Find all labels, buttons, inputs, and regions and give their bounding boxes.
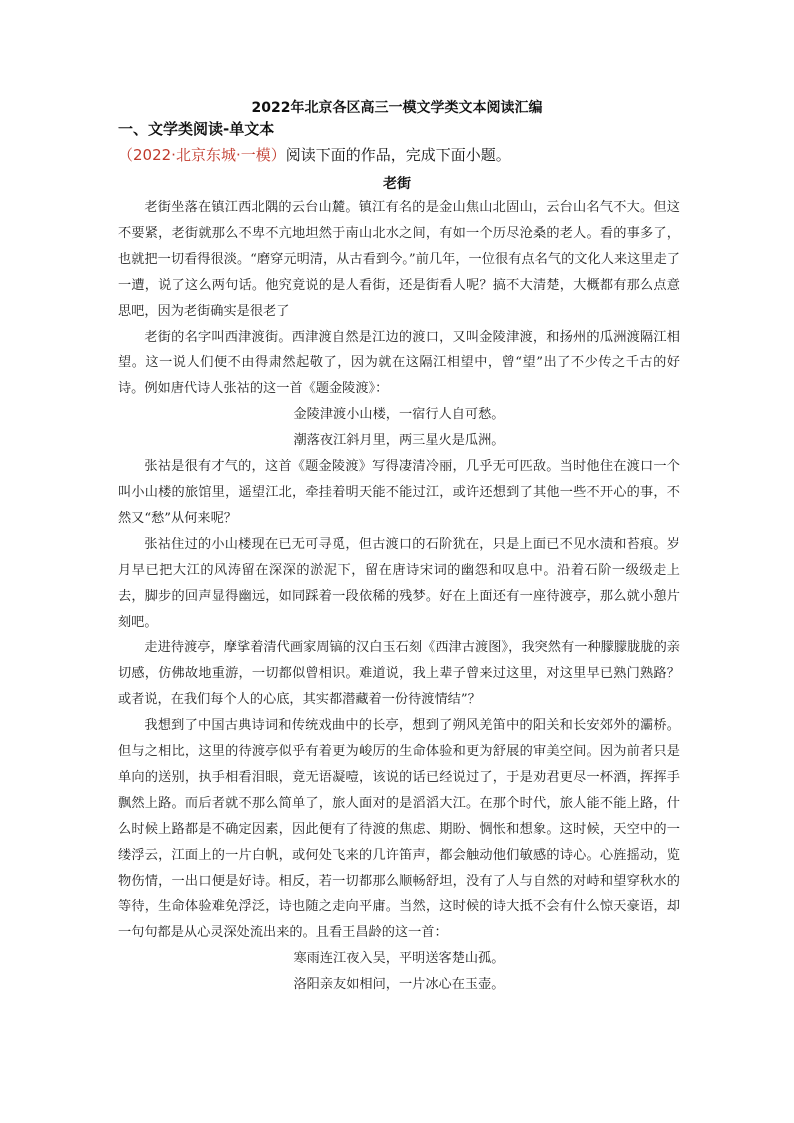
paragraph: 走进待渡亭，摩挲着清代画家周镐的汉白玉石刻《西津古渡图》，我突然有一种朦朦胧胧的亲切感，仿佛故地重游，一切都似曾相识。难道说，我上辈子曾来过这里，对这里早已熟门熟路？或者说，在我们每个人的心底，其实都潜藏着一份待渡情结”？ [118, 640, 680, 708]
poem-line: 潮落夜江斜月里，两三星火是瓜洲。 [293, 433, 505, 449]
document-title: 2022年北京各区高三一模文学类文本阅读汇编 [251, 100, 543, 116]
source-tag: （2022·北京东城·一模） [118, 146, 286, 164]
question-source-line [118, 144, 511, 165]
section-heading: 一、文学类阅读-单文本 [118, 120, 275, 138]
paragraph: 老街的名字叫西津渡街。西津渡自然是江边的渡口，又叫金陵津渡，和扬州的瓜洲渡隔江相望。这一说人们便不由得肃然起敬了，因为就在这隔江相望中，曾“望”出了不少传之千古的好诗。例如唐代诗人张祜的这一首《题金陵渡》： [118, 329, 680, 397]
paragraph: 老街坐落在镇江西北隅的云台山麓。镇江有名的是金山焦山北固山，云台山名气不大。但这不要紧，老街就那么不卑不亢地坦然于南山北水之间，有如一个历尽沧桑的老人。看的事多了，也就把一切看得很淡。“磨穿元明清，从古看到今。”前几年，一位很有点名气的文化人来这里走了一遭，说了这么两句话。他究竟说的是人看街，还是街看人呢？搞不大清楚，大概都有那么点意思吧，因为老街确实是很老了 [118, 200, 680, 319]
poem-line: 金陵津渡小山楼，一宿行人自可愁。 [293, 407, 505, 423]
article-body [118, 195, 680, 998]
paragraph: 张祜是很有才气的，这首《题金陵渡》写得凄清冷丽，几乎无可匹敌。当时他住在渡口一个叫小山楼的旅馆里，遥望江北，牵挂着明天能不能过江，或许还想到了其他一些不开心的事，不然又“愁”从何来呢？ [118, 459, 680, 526]
paragraph: 我想到了中国古典诗词和传统戏曲中的长亭，想到了朔风羌笛中的阳关和长安郊外的灞桥。但与之相比，这里的待渡亭似乎有着更为峻厉的生命体验和更为舒展的审美空间。因为前者只是单向的送别，执手相看泪眼，竟无语凝噎，该说的话已经说过了，于是劝君更尽一杯酒，挥挥手飘然上路。而后者就不那么简单了，旅人面对的是滔滔大江。在那个时代，旅人能不能上路，什么时候上路都是不确定因素，因此便有了待渡的焦虑、期盼、惆怅和想象。这时候，天空中的一缕浮云，江面上的一片白帆，或何处飞来的几许笛声，都会触动他们敏感的诗心。心旌摇动，览物伤情，一出口便是好诗。相反，若一切都那么顺畅舒坦，没有了人与自然的对峙和望穿秋水的等待，生命体验难免浮泛，诗也随之走向平庸。当然，这时候的诗大抵不会有什么惊天豪语，却一句句都是从心灵深处流出来的。且看王昌龄的这一首： [118, 718, 680, 941]
poem-line: 洛阳亲友如相问，一片冰心在玉壶。 [293, 977, 505, 993]
instruction-text: 阅读下面的作品，完成下面小题。 [285, 146, 511, 164]
article-title: 老街 [383, 176, 411, 192]
paragraph: 张祜住过的小山楼现在已无可寻觅，但古渡口的石阶犹在，只是上面已不见水渍和苔痕。岁月早已把大江的风涛留在深深的淤泥下，留在唐诗宋词的幽怨和叹息中。沿着石阶一级级走上去，脚步的回声显得幽远，如同踩着一段依稀的残梦。好在上面还有一座待渡亭，那么就小憩片刻吧。 [118, 536, 680, 630]
poem-line: 寒雨连江夜入吴，平明送客楚山孤。 [293, 951, 505, 967]
